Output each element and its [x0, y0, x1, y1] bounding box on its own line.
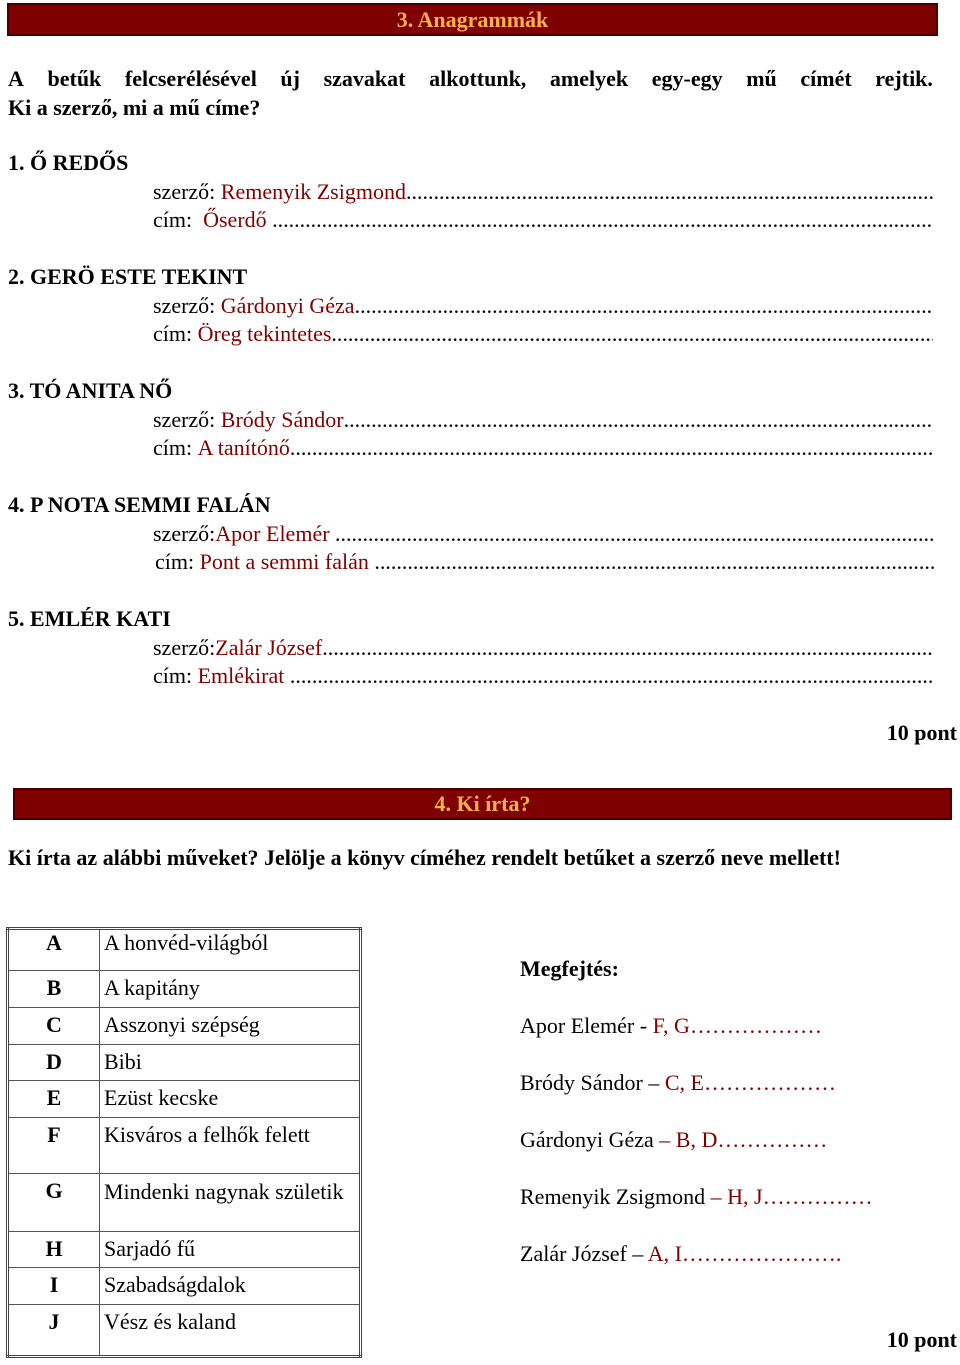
work-letter: D [8, 1045, 100, 1081]
intro-word: A [8, 66, 24, 91]
work-letter: H [8, 1232, 100, 1268]
intro-word: felcserélésével [124, 66, 257, 91]
fill-dots [406, 179, 933, 205]
work-letter: E [8, 1081, 100, 1118]
work-letter: J [8, 1305, 100, 1357]
solution-sep: – [653, 1127, 676, 1152]
section-4-points: 10 pont [886, 1327, 957, 1352]
work-letter: C [8, 1008, 100, 1045]
work-title: Asszonyi szépség [100, 1008, 361, 1045]
table-row [8, 1045, 361, 1081]
title-answer-2: Öreg tekintetes [197, 321, 332, 346]
fill-dots [355, 293, 933, 319]
author-line-1 [153, 179, 933, 205]
table-row [8, 1174, 361, 1232]
author-line-3 [153, 407, 933, 433]
table-row [8, 1232, 361, 1268]
author-label: szerző: [153, 635, 216, 660]
solution-author: Gárdonyi Géza [520, 1127, 654, 1152]
solution-row [520, 1070, 836, 1096]
table-row [8, 1268, 361, 1305]
table-row [8, 929, 361, 971]
solution-letters: B, D [675, 1127, 718, 1152]
section-3-title: 3. Anagrammák [396, 7, 549, 32]
work-letter: A [8, 929, 100, 971]
title-line-2 [153, 321, 933, 347]
title-line-5 [153, 663, 933, 689]
solution-sep: – [642, 1070, 665, 1095]
work-title: Mindenki nagynak születik [100, 1174, 361, 1232]
solution-row [520, 1127, 827, 1153]
fill-dots [290, 663, 933, 689]
title-line-4 [155, 549, 935, 575]
solution-dots: …………… [717, 1127, 828, 1152]
work-letter: G [8, 1174, 100, 1232]
solution-author: Apor Elemér [520, 1013, 635, 1038]
fill-dots [272, 207, 933, 233]
solution-letters: F, G [652, 1013, 690, 1038]
table-row [8, 971, 361, 1008]
work-title: A honvéd-világból [100, 929, 361, 971]
section-3-points: 10 pont [886, 720, 957, 745]
title-label: cím: [155, 549, 195, 574]
intro-word: címét [800, 66, 852, 91]
author-label: szerző: [153, 179, 216, 204]
author-label: szerző: [153, 521, 216, 546]
work-letter: B [8, 971, 100, 1008]
solution-dots: ……………… [689, 1013, 822, 1038]
intro-word: új [280, 66, 300, 91]
work-title: Sarjadó fű [100, 1232, 361, 1268]
solution-letters: C, E [664, 1070, 704, 1095]
intro-word: mű [746, 66, 777, 91]
solution-dots: …………………. [681, 1241, 842, 1266]
work-title: Vész és kaland [100, 1305, 361, 1357]
table-row [8, 1305, 361, 1357]
author-answer-4: Apor Elemér [215, 521, 330, 546]
fill-dots [290, 435, 933, 461]
author-line-5 [153, 635, 933, 661]
author-line-2 [153, 293, 933, 319]
solution-row [520, 1241, 841, 1267]
solution-sep: – [705, 1184, 728, 1209]
author-answer-2: Gárdonyi Géza [220, 293, 355, 318]
works-table [6, 927, 362, 1358]
intro-word: szavakat [323, 66, 406, 91]
title-line-3 [153, 435, 933, 461]
section-4-instructions: Ki írta az alábbi műveket? Jelölje a könyv címéhez rendelt betűket a szerző neve mellett! [8, 845, 841, 870]
intro-word: rejtik. [875, 66, 933, 91]
fill-dots [335, 521, 933, 547]
section-4-banner [13, 788, 952, 820]
work-letter: F [8, 1118, 100, 1174]
author-label: szerző: [153, 407, 216, 432]
solution-author: Bródy Sándor [520, 1070, 643, 1095]
work-letter: I [8, 1268, 100, 1305]
section-3-banner [7, 3, 938, 36]
solution-row [520, 1013, 822, 1039]
author-answer-3: Bródy Sándor [220, 407, 344, 432]
section-4-title: 4. Ki írta? [434, 791, 531, 816]
anagram-5: 5. EMLÉR KATI [8, 606, 171, 631]
work-title: Bibi [100, 1045, 361, 1081]
title-label: cím: [153, 207, 193, 232]
solution-author: Remenyik Zsigmond [520, 1184, 706, 1209]
title-answer-1: Őserdő [203, 207, 267, 232]
solution-dots: …………… [762, 1184, 873, 1209]
title-label: cím: [153, 321, 193, 346]
work-title: A kapitány [100, 971, 361, 1008]
title-label: cím: [153, 663, 193, 688]
anagram-3: 3. TÓ ANITA NŐ [8, 378, 173, 403]
table-row [8, 1081, 361, 1118]
intro-word: betűk [47, 66, 102, 91]
work-title: Ezüst kecske [100, 1081, 361, 1118]
intro-word: alkottunk, [429, 66, 527, 91]
solution-letters: H, J [727, 1184, 763, 1209]
intro-line-2: Ki a szerző, mi a mű címe? [8, 95, 261, 120]
solution-author: Zalár József [520, 1241, 627, 1266]
anagram-4: 4. P NOTA SEMMI FALÁN [8, 492, 271, 517]
intro-word: egy-egy [651, 66, 723, 91]
author-answer-5: Zalár József [215, 635, 323, 660]
fill-dots [374, 549, 935, 575]
solution-letters: A, I [647, 1241, 682, 1266]
solution-sep: - [634, 1013, 653, 1038]
title-answer-3: A tanítónő [197, 435, 290, 460]
author-label: szerző: [153, 293, 216, 318]
title-line-1 [153, 207, 933, 233]
solution-row [520, 1184, 873, 1210]
title-answer-4: Pont a semmi falán [199, 549, 369, 574]
intro-word: amelyek [549, 66, 629, 91]
solution-sep: – [626, 1241, 648, 1266]
solution-label: Megfejtés: [520, 956, 619, 981]
anagram-2: 2. GERÖ ESTE TEKINT [8, 264, 248, 289]
title-answer-5: Emlékirat [197, 663, 285, 688]
solution-dots: ……………… [703, 1070, 836, 1095]
table-row [8, 1008, 361, 1045]
table-row [8, 1118, 361, 1174]
fill-dots [331, 321, 933, 347]
author-answer-1: Remenyik Zsigmond [220, 179, 406, 204]
work-title: Kisváros a felhők felett [100, 1118, 361, 1174]
intro-line-1 [8, 64, 933, 93]
fill-dots [322, 635, 933, 661]
work-title: Szabadságdalok [100, 1268, 361, 1305]
title-label: cím: [153, 435, 193, 460]
section-3-instructions [8, 64, 933, 122]
anagram-1: 1. Ő REDŐS [8, 150, 129, 175]
fill-dots [344, 407, 933, 433]
author-line-4 [153, 521, 933, 547]
